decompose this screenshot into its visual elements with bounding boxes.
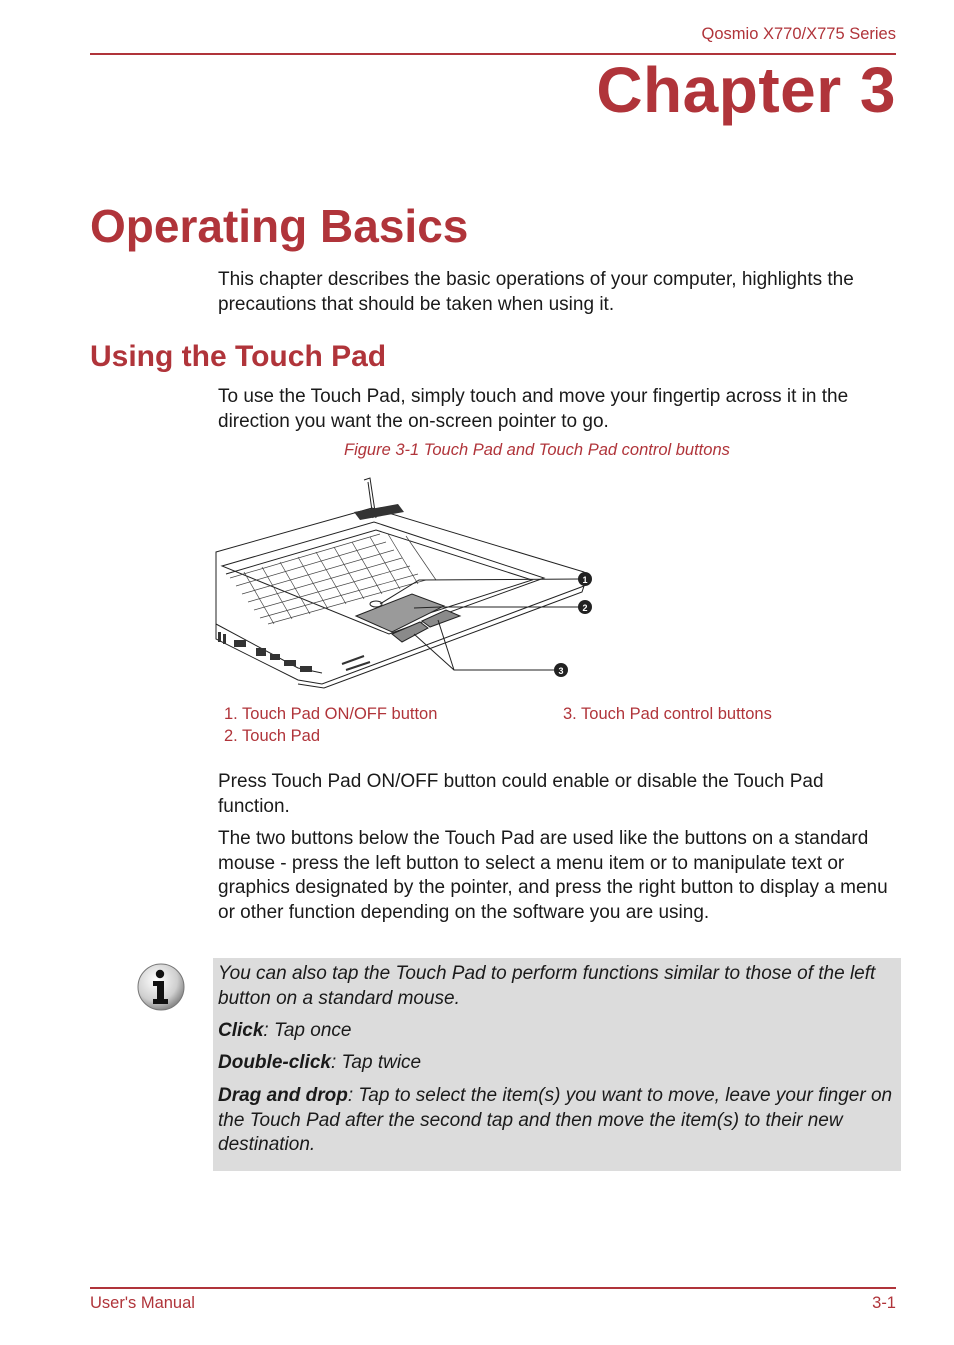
legend-item-2: 2. Touch Pad — [224, 727, 321, 745]
intro-paragraph: This chapter describes the basic operations of your computer, highlights the precautions that should be taken when using it. — [218, 269, 854, 315]
footer-rule — [90, 1287, 896, 1289]
note-click — [218, 1019, 898, 1044]
note-drag-desc: : Tap to select the item(s) you want to move, leave your finger on the Touch Pad after the second tap and then move the item(s) to their new destination. — [218, 1085, 893, 1155]
footer-manual-name: User's Manual — [90, 1294, 195, 1312]
note-click-term: Click — [218, 1020, 264, 1041]
onoff-paragraph: Press Touch Pad ON/OFF button could enable or disable the Touch Pad function. — [218, 771, 824, 817]
chapter-title: Operating Basics — [90, 200, 469, 252]
callout-3-marker — [554, 663, 568, 677]
callout-2-marker — [578, 600, 592, 614]
chapter-number: Chapter 3 — [596, 54, 896, 126]
laptop-touchpad-illustration — [214, 474, 604, 689]
callout-3-number: 3 — [558, 666, 564, 676]
note-intro: You can also tap the Touch Pad to perform functions similar to those of the left button on a standard mouse. — [218, 963, 876, 1009]
footer-page-number: 3-1 — [872, 1294, 896, 1312]
note-drag-drop — [218, 1084, 898, 1158]
callout-1-number: 1 — [582, 575, 588, 585]
buttons-paragraph: The two buttons below the Touch Pad are used like the buttons on a standard mouse - press the left button to select a menu item or to manipulate text or graphics designated by the pointer, and press the right button to display a menu or other function depending on the software you are using. — [218, 828, 888, 923]
info-icon — [136, 962, 186, 1012]
header-series: Qosmio X770/X775 Series — [701, 25, 896, 43]
note-click-desc: : Tap once — [263, 1020, 352, 1041]
note-drag-term: Drag and drop — [218, 1085, 348, 1106]
note-double-click — [218, 1051, 898, 1076]
legend-item-1: 1. Touch Pad ON/OFF button — [224, 705, 438, 723]
touchpad-paragraph: To use the Touch Pad, simply touch and move your fingertip across it in the direction you want the on-screen pointer to go. — [218, 386, 849, 432]
callout-2-number: 2 — [582, 603, 588, 613]
callout-1-marker — [578, 572, 592, 586]
note-double-term: Double-click — [218, 1052, 331, 1073]
legend-item-3: 3. Touch Pad control buttons — [563, 705, 772, 723]
section-heading: Using the Touch Pad — [90, 340, 387, 373]
figure-caption: Figure 3-1 Touch Pad and Touch Pad control buttons — [344, 441, 730, 459]
note-double-desc: : Tap twice — [330, 1052, 422, 1073]
